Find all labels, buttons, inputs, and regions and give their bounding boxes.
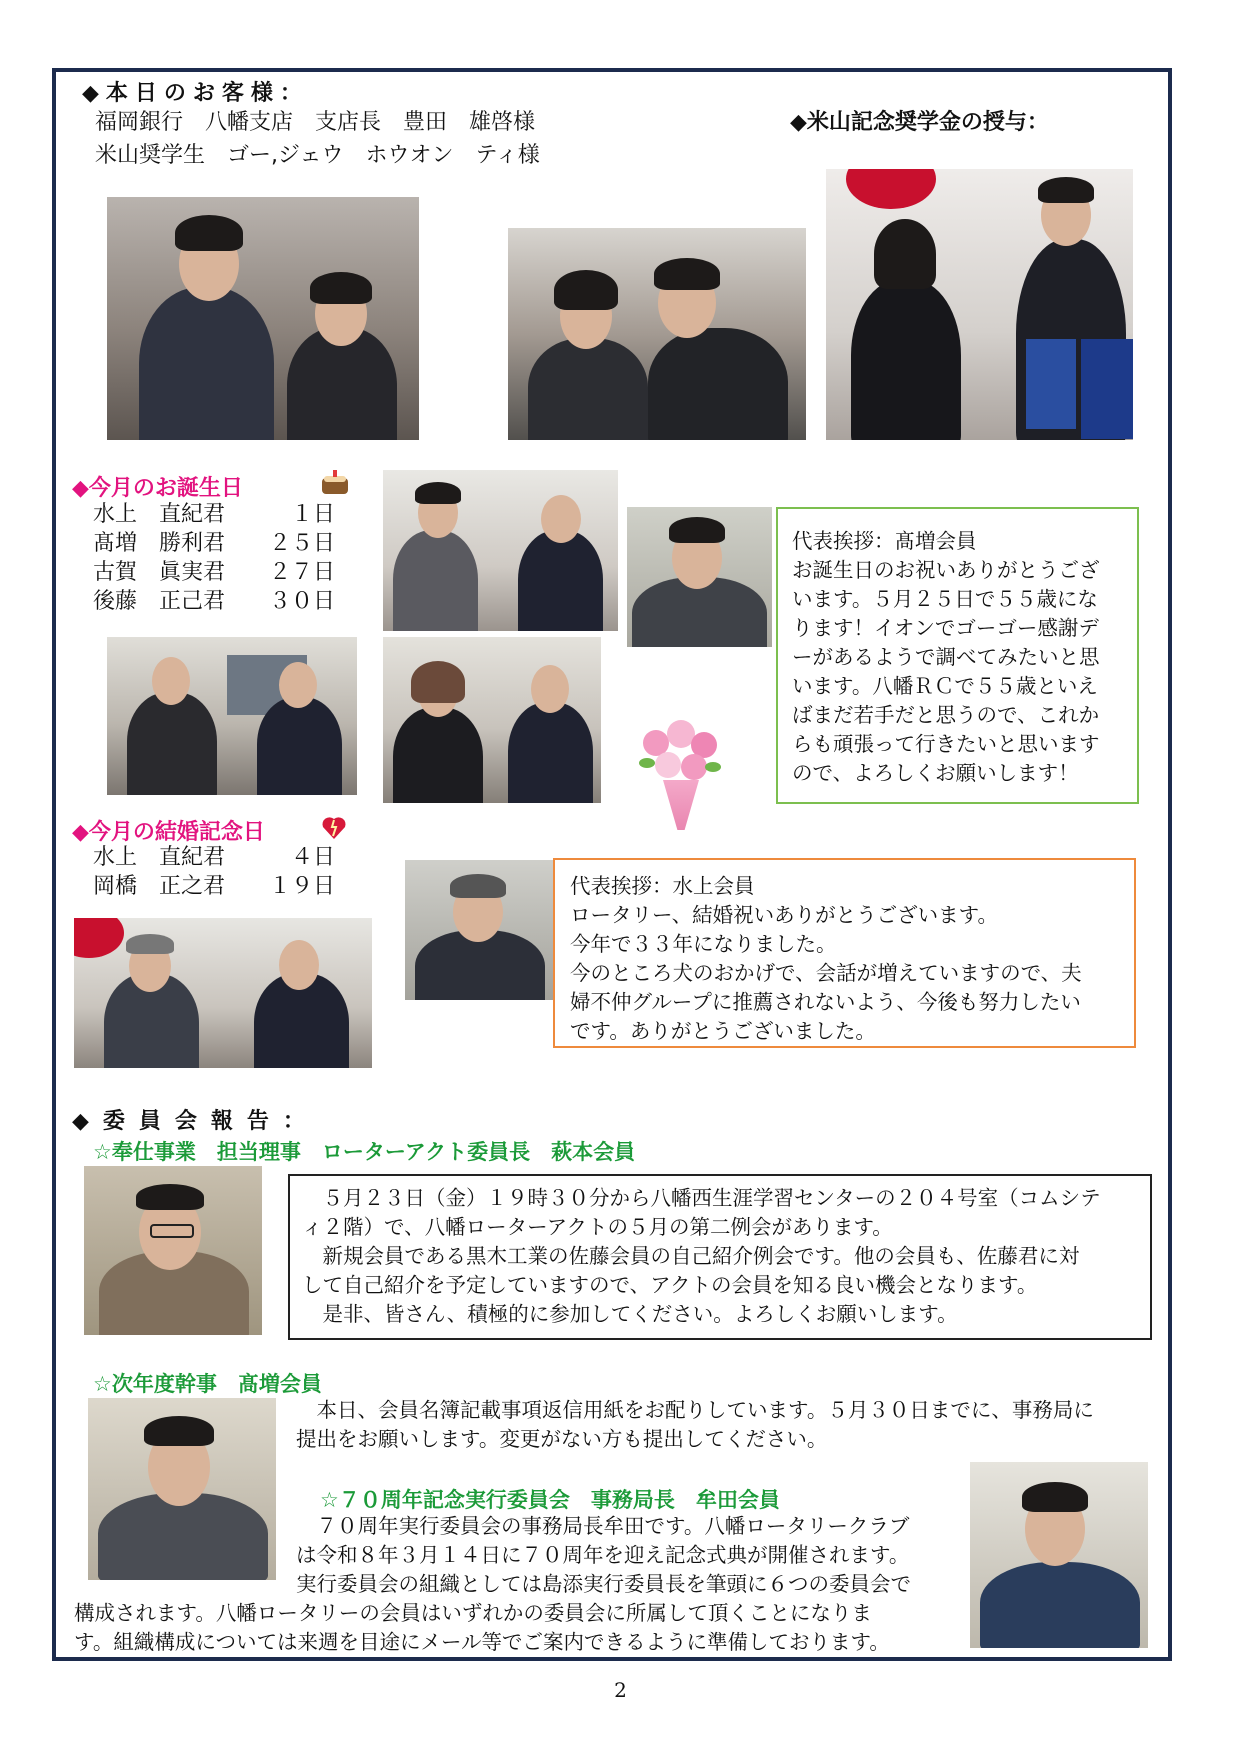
birthday-row (93, 587, 335, 616)
speech-line: 今年で３３年になりました。 (570, 932, 837, 956)
report-line: す。組織構成については来週を目途にメール等でご案内できるように準備しております。 (74, 1630, 890, 1654)
guests-heading: ◆本日のお客様： (82, 81, 309, 106)
member-day: １９日 (268, 874, 335, 899)
report-line: ５月２３日（金）１９時３０分から八幡西生涯学習センターの２０４号室（コムシテ (302, 1186, 1101, 1210)
report-line: 本日、会員名簿記載事項返信用紙をお配りしています。５月３０日までに、事務局に (296, 1398, 1094, 1422)
member-day: ２７日 (268, 560, 335, 585)
report-line: 実行委員会の組織としては島添実行委員長を筆頭に６つの委員会で (296, 1572, 911, 1596)
wedding-list (93, 843, 335, 901)
page-number: 2 (614, 1678, 627, 1702)
wedding-photo (74, 918, 372, 1068)
anniversary-title: ☆７０周年記念実行委員会 事務局長 牟田会員 (320, 1488, 780, 1512)
birthday-row (93, 558, 335, 587)
speech-line: お誕生日のお祝いありがとうござ (792, 558, 1100, 582)
wedding-row (93, 843, 335, 872)
birthday-heading: ◆今月のお誕生日 (72, 476, 243, 501)
birthday-row (93, 500, 335, 529)
secretary-speaker-photo (88, 1398, 276, 1580)
service-report-box (288, 1174, 1152, 1340)
report-line: 構成されます。八幡ロータリーの会員はいずれかの委員会に所属して頂くことになりま (74, 1601, 872, 1625)
speech-line: います。八幡ＲＣで５５歳といえ (792, 674, 1098, 698)
anniversary-report-full (74, 1599, 890, 1657)
speech-line: 婦不仲グループに推薦されないよう、今後も努力したい (570, 990, 1081, 1014)
birthday-photo-1 (383, 470, 618, 631)
wedding-heading: ◆今月の結婚記念日 (72, 820, 265, 845)
birthday-list (93, 500, 335, 616)
report-line: して自己紹介を予定していますので、アクトの会員を知る良い機会となります。 (302, 1273, 1038, 1297)
committee-heading: ◆委員会報告： (72, 1109, 319, 1134)
speech-line: 今のところ犬のおかげで、会話が増えていますので、夫 (570, 961, 1082, 985)
report-line: ィ２階）で、八幡ローターアクトの５月の第二例会があります。 (302, 1215, 893, 1239)
wedding-speech-box (553, 858, 1136, 1048)
secretary-title: ☆次年度幹事 髙増会員 (93, 1372, 322, 1396)
yoneyama-heading: ◆米山記念奨学金の授与： (790, 110, 1049, 135)
birthday-speech-box (776, 507, 1139, 804)
member-name: 岡橋 正之君 (93, 874, 226, 899)
service-speaker-photo (84, 1166, 262, 1335)
member-day: ３０日 (268, 589, 335, 614)
member-name: 古賀 眞実君 (93, 560, 226, 585)
wedding-speaker-photo (405, 860, 553, 1000)
birthday-photo-3 (383, 637, 601, 803)
speech-line: います。５月２５日で５５歳にな (792, 587, 1098, 611)
secretary-report (296, 1396, 1094, 1454)
speech-line: ります！イオンでゴーゴー感謝デ (792, 616, 1099, 640)
member-name: 後藤 正己君 (93, 589, 226, 614)
report-line: 新規会員である黒木工業の佐藤会員の自己紹介例会です。他の会員も、佐藤君に対 (302, 1244, 1080, 1268)
cake-icon (320, 470, 350, 496)
report-line: ７０周年実行委員会の事務局長牟田です。八幡ロータリークラブ (296, 1514, 910, 1538)
birthday-photo-2 (107, 637, 357, 795)
speech-line: 代表挨拶：水上会員 (570, 874, 755, 898)
anniversary-report (296, 1512, 911, 1599)
guest-line-1: 福岡銀行 八幡支店 支店長 豊田 雄啓様 (95, 110, 536, 135)
guest-line-2: 米山奨学生 ゴー,ジェウ ホウオン ティ様 (95, 143, 540, 168)
speech-line: ロータリー、結婚祝いありがとうございます。 (570, 903, 999, 927)
member-day: ２５日 (268, 531, 335, 556)
wedding-row (93, 872, 335, 901)
speech-line: です。ありがとうございました。 (570, 1019, 876, 1043)
member-day: ４日 (290, 845, 335, 870)
birthday-speaker-photo (627, 507, 772, 647)
birthday-row (93, 529, 335, 558)
member-name: 髙増 勝利君 (93, 531, 226, 556)
heart-icon (320, 814, 348, 840)
report-line: 是非、皆さん、積極的に参加してください。よろしくお願いします。 (302, 1302, 958, 1326)
service-title: ☆奉仕事業 担当理事 ローターアクト委員長 萩本会員 (93, 1140, 636, 1164)
guest-photo-2 (508, 228, 806, 440)
report-line: 提出をお願いします。変更がない方も提出してください。 (296, 1427, 828, 1451)
anniversary-speaker-photo (970, 1462, 1148, 1648)
report-line: は令和８年３月１４日に７０周年を迎え記念式典が開催されます。 (296, 1543, 910, 1567)
member-name: 水上 直紀君 (93, 502, 226, 527)
speech-line: ので、よろしくお願いします！ (792, 761, 1079, 785)
member-day: １日 (290, 502, 335, 527)
speech-line: 代表挨拶：髙増会員 (792, 529, 977, 553)
speech-line: ばまだ若手だと思うので、これか (792, 703, 1100, 727)
speech-line: ーがあるようで調べてみたいと思 (792, 645, 1100, 669)
flower-bouquet-icon (633, 718, 728, 838)
yoneyama-award-photo (826, 169, 1133, 440)
guest-photo-1 (107, 197, 419, 440)
member-name: 水上 直紀君 (93, 845, 226, 870)
speech-line: らも頑張って行きたいと思います (792, 732, 1100, 756)
